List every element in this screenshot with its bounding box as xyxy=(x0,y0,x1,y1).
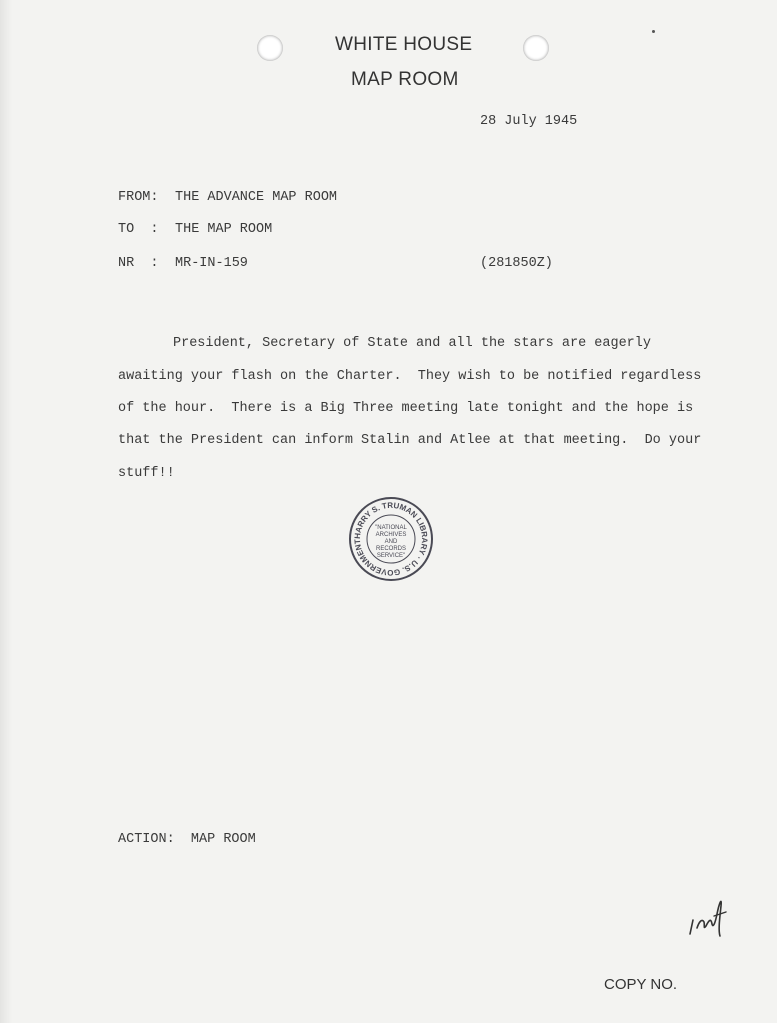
action-line: ACTION: MAP ROOM xyxy=(118,832,256,847)
archive-stamp-icon xyxy=(348,496,434,582)
stamp-inner-text: "NATIONAL ARCHIVES AND RECORDS SERVICE" xyxy=(375,525,407,559)
letterhead-subtitle: MAP ROOM xyxy=(351,69,459,90)
punch-hole-right xyxy=(523,35,549,61)
punch-hole-left xyxy=(257,35,283,61)
stamp-ring-text: HARRY S. TRUMAN LIBRARY · U.S. GOVERNMENT xyxy=(352,500,430,578)
body-line-3: of the hour. There is a Big Three meeting late tonight and the hope is xyxy=(118,401,694,416)
from-label: FROM: xyxy=(118,190,159,205)
message-date: 28 July 1945 xyxy=(480,114,578,129)
nr-label: NR : xyxy=(118,256,159,271)
date-time-group: (281850Z) xyxy=(480,256,553,271)
body-line-5: stuff!! xyxy=(118,466,175,481)
body-line-2: awaiting your flash on the Charter. They wish to be notified regardless xyxy=(118,369,702,384)
to-label: TO : xyxy=(118,222,159,237)
to-value: THE MAP ROOM xyxy=(175,222,273,237)
letterhead-title: WHITE HOUSE xyxy=(335,34,473,55)
nr-value: MR-IN-159 xyxy=(175,256,248,271)
ink-speck xyxy=(652,30,655,33)
body-line-1: President, Secretary of State and all the stars are eagerly xyxy=(173,336,651,351)
body-line-4: that the President can inform Stalin and Atlee at that meeting. Do your xyxy=(118,433,702,448)
from-value: THE ADVANCE MAP ROOM xyxy=(175,190,338,205)
paper-edge-shadow xyxy=(0,0,12,1023)
copy-number-label: COPY NO. xyxy=(604,976,678,993)
handwritten-initials-icon xyxy=(684,890,732,942)
